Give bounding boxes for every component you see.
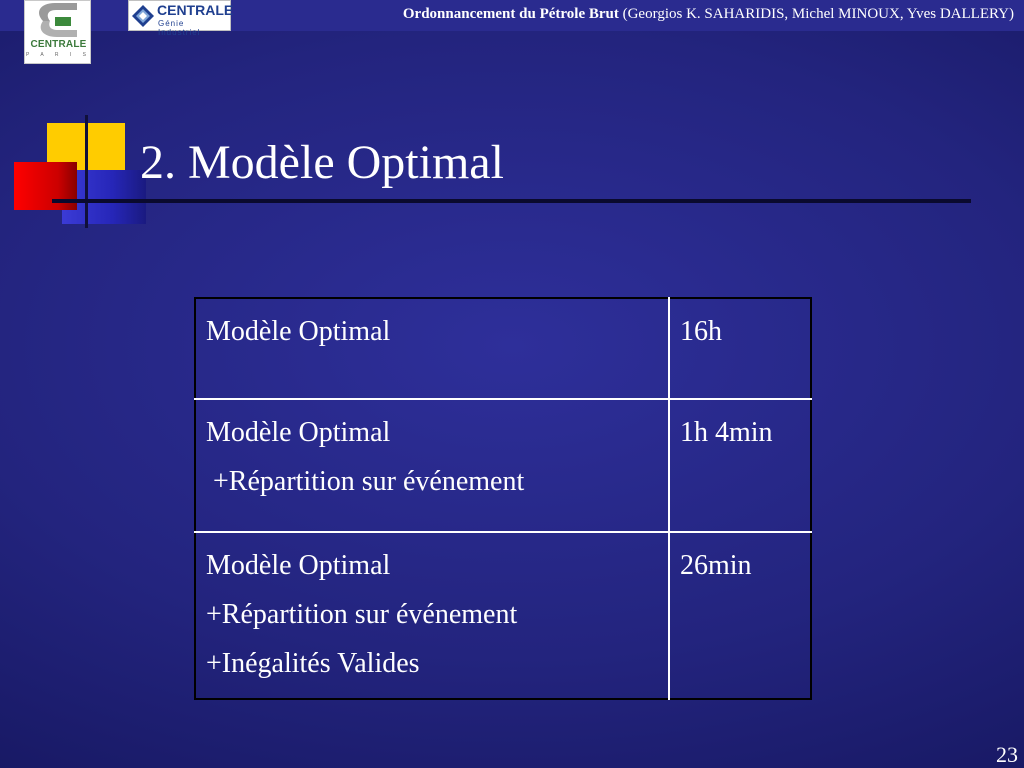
page-number: 23 — [996, 742, 1018, 767]
time-value: 16h — [680, 316, 722, 347]
time-cell — [669, 298, 811, 399]
centrale-genie-industriel-logo — [128, 0, 234, 37]
table-row — [195, 399, 811, 532]
model-line: Modèle Optimal — [206, 316, 391, 347]
model-line: +Inégalités Valides — [206, 648, 420, 679]
table-row — [195, 532, 811, 699]
title-underline — [52, 199, 971, 203]
decoration-vertical-line — [85, 115, 88, 228]
header-title — [403, 6, 1014, 23]
title-decoration — [14, 115, 146, 228]
header-authors: (Georgios K. SAHARIDIS, Michel MINOUX, Yves DALLERY) — [618, 6, 1014, 22]
model-line: Modèle Optimal — [206, 550, 391, 581]
table-row — [195, 298, 811, 399]
model-line: +Répartition sur événement — [206, 599, 518, 630]
model-cell — [195, 298, 669, 399]
model-cell — [195, 532, 669, 699]
model-line: Modèle Optimal — [206, 417, 391, 448]
model-cell — [195, 399, 669, 532]
logo-left-sub: P A R I S — [26, 52, 91, 58]
time-value: 1h 4min — [680, 417, 773, 448]
header-title-bold: Ordonnancement du Pétrole Brut — [402, 6, 619, 22]
time-cell — [669, 532, 811, 699]
time-value: 26min — [680, 550, 752, 581]
results-table — [194, 297, 812, 700]
model-line: +Répartition sur événement — [206, 466, 525, 497]
centrale-logo-icon — [25, 1, 92, 41]
diamond-logo-icon — [131, 4, 155, 28]
logo-right-name: CENTRALE — [157, 2, 234, 18]
time-cell — [669, 399, 811, 532]
logo-right-sub: Génie Industriel — [158, 19, 201, 37]
slide-title: 2. Modèle Optimal — [140, 136, 504, 189]
centrale-paris-logo — [24, 0, 91, 64]
logo-left-name: CENTRALE — [30, 39, 87, 50]
